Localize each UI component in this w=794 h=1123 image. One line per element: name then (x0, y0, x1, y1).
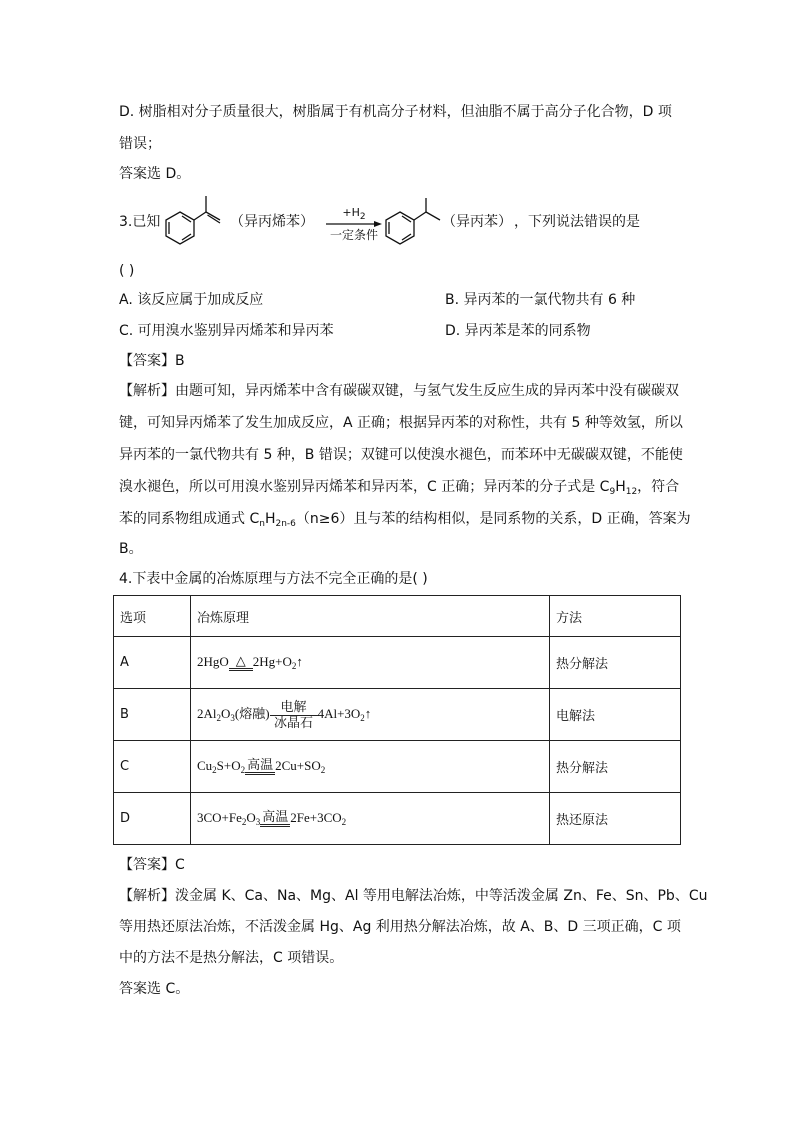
q3-option-c: C. 可用溴水鉴别异丙烯苯和异丙苯 (119, 323, 334, 339)
q3-stem-end: ，下列说法错误的是 (514, 214, 640, 230)
row-option: B (114, 689, 191, 741)
q3-option-d: D. 异丙苯是苯的同系物 (445, 323, 591, 339)
reaction-condition-bottom: 一定条件 (329, 228, 378, 242)
table-row (114, 741, 681, 793)
q3-analysis-line3: 异丙苯的一氯代物共有 5 种，B 错误；双键可以使溴水褪色，而苯环中无碳碳双键，不能使 (119, 447, 683, 463)
row-method: 热分解法 (550, 637, 681, 689)
metal-smelting-table (113, 595, 681, 845)
q3-analysis-line2: 键，可知异丙烯苯了发生加成反应，A 正确；根据异丙苯的对称性，共有 5 种等效氢，所以 (119, 415, 683, 431)
q3-analysis-line4: 溴水褪色，所以可用溴水鉴别异丙烯苯和异丙苯，C 正确；异丙苯的分子式是 $C_9H_{12}$，符合 (119, 479, 680, 497)
header-principle: 冶炼原理 (191, 596, 550, 637)
q3-option-b: B. 异丙苯的一氯代物共有 6 种 (445, 292, 636, 308)
row-method: 热分解法 (550, 741, 681, 793)
q3-answer: 【答案】B (119, 353, 185, 369)
product-name: （异丙苯） (442, 214, 512, 230)
option-d-explanation-line1: D. 树脂相对分子质量很大，树脂属于有机高分子材料，但油脂不属于高分子化合物，D 项 (119, 104, 672, 120)
header-option: 选项 (114, 596, 191, 637)
row-option: D (114, 793, 191, 845)
option-d-explanation-line2: 错误； (119, 136, 161, 152)
row-equation: $3CO+Fe_2O_3$ 高温 $2Fe+3CO_2$ (191, 793, 550, 845)
q4-stem: 4.下表中金属的冶炼原理与方法不完全正确的是( ) (119, 571, 428, 587)
header-method: 方法 (550, 596, 681, 637)
reactant-name: （异丙烯苯） (230, 214, 314, 230)
row-method: 电解法 (550, 689, 681, 741)
q4-answer: 【答案】C (119, 857, 185, 873)
q3-analysis-line6: B。 (119, 541, 143, 557)
row-option: A (114, 637, 191, 689)
row-equation: $2Al_2O_3$(熔融) 电解 冰晶石 $4Al+3O_2↑$ (191, 689, 550, 741)
q4-final-answer: 答案选 C。 (119, 981, 190, 997)
table-header-row (114, 596, 681, 637)
row-option: C (114, 741, 191, 793)
q3-prefix: 3.已知 (119, 214, 161, 230)
isopropenylbenzene-structure-icon (158, 192, 230, 252)
q4-analysis-line1: 【解析】泼金属 K、Ca、Na、Mg、Al 等用电解法冶炼，中等活泼金属 Zn、Fe、Sn、Pb、Cu (119, 888, 708, 904)
q4-analysis-line3: 中的方法不是热分解法，C 项错误。 (119, 950, 344, 966)
q3-analysis-line5: 苯的同系物组成通式 $C_nH_{2n-6}(n\ge 6)$且与苯的结构相似，是同系物的关系，D 正确，答案为 (119, 511, 691, 529)
table-row (114, 689, 681, 741)
row-equation: 2HgO △ $2Hg+O_2↑$ (191, 637, 550, 689)
q4-analysis-line2: 等用热还原法冶炼，不活泼金属 Hg、Ag 利用热分解法冶炼，故 A、B、D 三项正确，C 项 (119, 919, 681, 935)
q3-analysis-line1: 【解析】由题可知，异丙烯苯中含有碳碳双键，与氢气发生反应生成的异丙苯中没有碳碳双 (119, 383, 679, 399)
table-row (114, 637, 681, 689)
reaction-condition-top: $+H_2$ (342, 206, 366, 222)
row-method: 热还原法 (550, 793, 681, 845)
isopropylbenzene-structure-icon (384, 192, 446, 252)
q3-answer-blank: ( ) (119, 263, 135, 279)
table-row (114, 793, 681, 845)
row-equation: $Cu_2S+O_2$ 高温 $2Cu+SO_2$ (191, 741, 550, 793)
q3-option-a: A. 该反应属于加成反应 (119, 292, 264, 308)
answer-line-q2: 答案选 D。 (119, 166, 191, 182)
